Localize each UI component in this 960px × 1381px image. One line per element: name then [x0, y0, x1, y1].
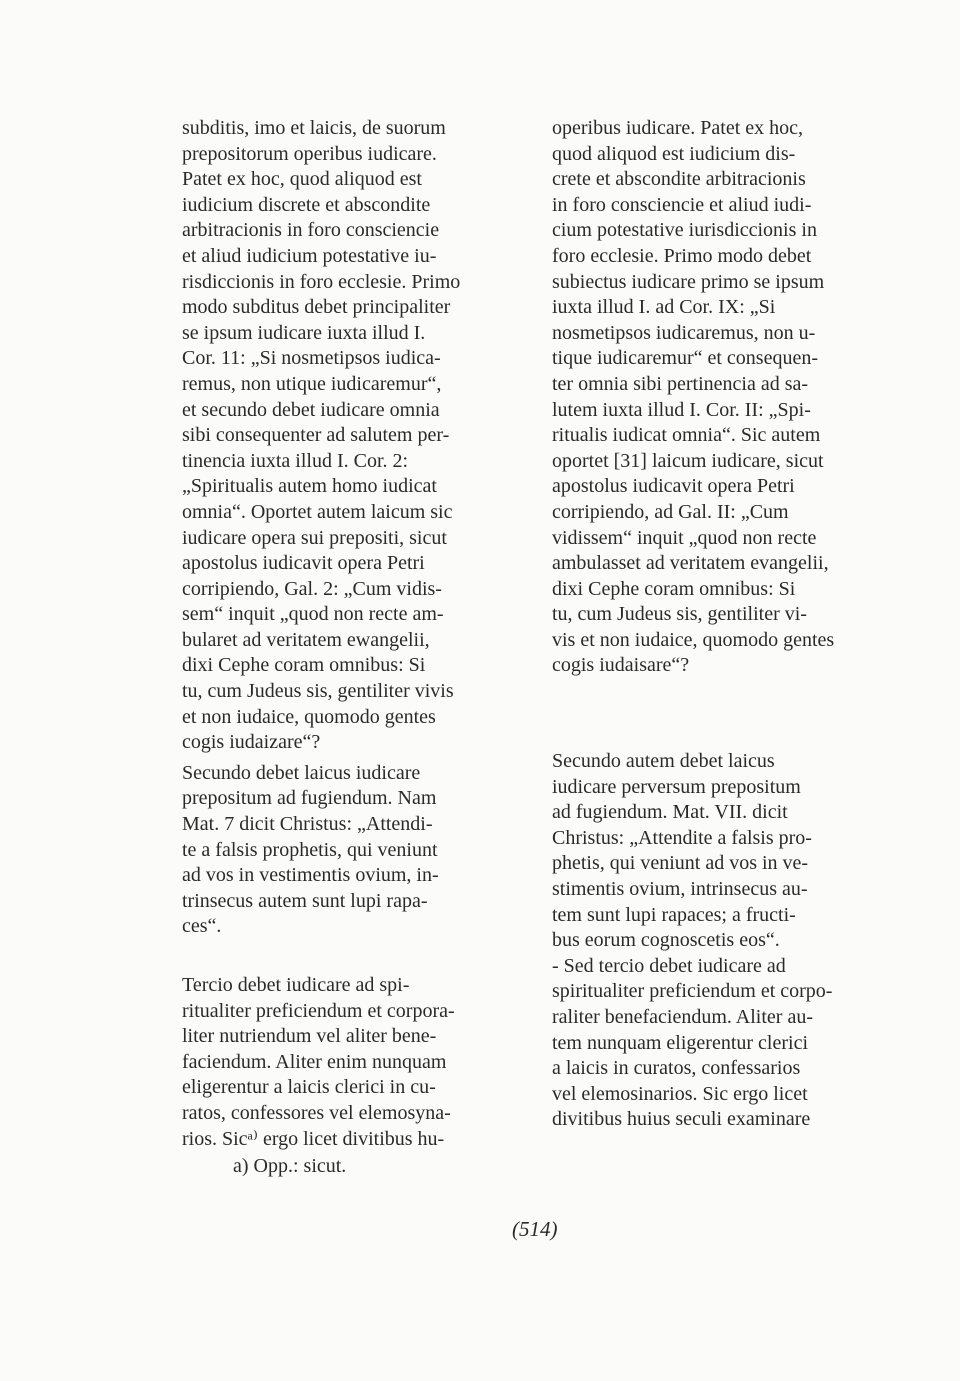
text-line: „Spiritualis autem homo iudicat — [182, 475, 437, 498]
text-line: cogis iudaisare“? — [552, 654, 690, 677]
text-line: lutem iuxta illud I. Cor. II: „Spi- — [552, 398, 811, 421]
text-line: cogis iudaizare“? — [182, 731, 321, 754]
text-line: eligerentur a laicis clerici in cu- — [182, 1076, 436, 1099]
left-paragraph-3 — [182, 973, 537, 1152]
text-line: Mat. 7 dicit Christus: „Attendi- — [182, 813, 433, 836]
text-line: ritualis iudicat omnia“. Sic autem — [552, 424, 821, 447]
text-line: subiectus iudicare primo se ipsum — [552, 270, 825, 293]
text-line: iudicium discrete et abscondite — [182, 193, 431, 216]
text-line: ter omnia sibi pertinencia ad sa- — [552, 372, 809, 395]
text-line: apostolus iudicavit opera Petri — [182, 552, 425, 575]
text-line: Secundo autem debet laicus — [552, 750, 775, 773]
text-line: prepositorum operibus iudicare. — [182, 142, 437, 165]
text-line: Christus: „Attendite a falsis pro- — [552, 826, 812, 849]
left-column — [182, 116, 537, 1152]
text-line: raliter benefaciendum. Aliter au- — [552, 1006, 813, 1028]
text-line: - Sed tercio debet iudicare ad — [552, 954, 786, 977]
right-paragraph-3 — [552, 954, 912, 1133]
text-line: bus eorum cognoscetis eos“. — [552, 929, 780, 952]
right-column — [552, 116, 912, 1133]
text-line: corripiendo, ad Gal. II: „Cum — [552, 500, 789, 523]
text-line: modo subditus debet principaliter — [182, 296, 451, 319]
text-line: stimentis ovium, intrinsecus au- — [552, 878, 808, 901]
text-line: iudicare opera sui prepositi, sicut — [182, 526, 447, 549]
text-line: arbitracionis in foro consciencie — [182, 219, 440, 242]
text-line: tu, cum Judeus sis, gentiliter vivis — [182, 680, 454, 703]
text-line: ritualiter preficiendum et corpora- — [182, 999, 455, 1022]
text-line: rios. Sicᵃ⁾ ergo licet divitibus hu- — [182, 1127, 445, 1150]
left-paragraph-1 — [182, 116, 537, 756]
text-line: apostolus iudicavit opera Petri — [552, 475, 795, 498]
text-line: ad vos in vestimentis ovium, in- — [182, 864, 439, 887]
text-line: se ipsum iudicare iuxta illud I. — [182, 321, 426, 344]
text-line: vel elemosinarios. Sic ergo licet — [552, 1082, 808, 1105]
text-line: quod aliquod est iudicium dis- — [552, 142, 796, 165]
text-line: iudicare perversum prepositum — [552, 775, 801, 798]
text-line: Cor. 11: „Si nosmetipsos iudica- — [182, 347, 441, 370]
text-line: sem“ inquit „quod non recte am- — [182, 603, 444, 626]
text-line: tem sunt lupi rapaces; a fructi- — [552, 903, 796, 926]
text-line: dixi Cephe coram omnibus: Si — [182, 654, 426, 677]
text-line: in foro consciencie et aliud iudi- — [552, 193, 812, 216]
text-line: tinencia iuxta illud I. Cor. 2: — [182, 449, 409, 472]
text-line: phetis, qui veniunt ad vos in ve- — [552, 852, 809, 875]
text-line: ratos, confessores vel elemosyna- — [182, 1101, 451, 1124]
text-line: dixi Cephe coram omnibus: Si — [552, 577, 796, 600]
text-line: faciendum. Aliter enim nunquam — [182, 1050, 447, 1073]
text-line: oportet [31] laicum iudicare, sicut — [552, 449, 824, 472]
text-line: bularet ad veritatem ewangelii, — [182, 628, 430, 651]
text-line: tem nunquam eligerentur clerici — [552, 1031, 809, 1054]
text-line: iuxta illud I. ad Cor. IX: „Si — [552, 296, 776, 319]
text-line: ces“. — [182, 915, 222, 938]
text-line: foro ecclesie. Primo modo debet — [552, 244, 812, 267]
text-line: Tercio debet iudicare ad spi- — [182, 974, 410, 996]
text-line: crete et abscondite arbitracionis — [552, 168, 806, 191]
text-line: tique iudicaremur“ et consequen- — [552, 347, 818, 370]
left-paragraph-2 — [182, 761, 537, 940]
text-line: omnia“. Oportet autem laicum sic — [182, 500, 453, 523]
text-line: vidissem“ inquit „quod non recte — [552, 526, 817, 549]
text-line: cium potestative iurisdiccionis in — [552, 219, 817, 242]
text-line: et secundo debet iudicare omnia — [182, 398, 440, 421]
text-line: nosmetipsos iudicaremus, non u- — [552, 321, 816, 344]
text-line: risdiccionis in foro ecclesie. Primo — [182, 270, 461, 293]
text-line: operibus iudicare. Patet ex hoc, — [552, 117, 804, 139]
text-line: te a falsis prophetis, qui veniunt — [182, 838, 438, 861]
text-line: sibi consequenter ad salutem per- — [182, 424, 450, 447]
text-line: corripiendo, Gal. 2: „Cum vidis- — [182, 577, 442, 600]
text-line: subditis, imo et laicis, de suorum — [182, 117, 446, 139]
text-line: Secundo debet laicus iudicare — [182, 761, 421, 784]
text-line: divitibus huius seculi examinare — [552, 1108, 811, 1131]
text-line: ambulasset ad veritatem evangelii, — [552, 552, 829, 575]
text-line: et non iudaice, quomodo gentes — [182, 705, 436, 728]
text-line: trinsecus autem sunt lupi rapa- — [182, 889, 428, 912]
text-line: prepositum ad fugiendum. Nam — [182, 787, 437, 810]
right-paragraph-2 — [552, 749, 912, 954]
text-line: remus, non utique iudicaremur“, — [182, 372, 442, 395]
right-paragraph-1 — [552, 116, 912, 679]
text-line: Patet ex hoc, quod aliquod est — [182, 168, 422, 191]
text-line: spiritualiter preficiendum et corpo- — [552, 980, 833, 1003]
text-line: vis et non iudaice, quomodo gentes — [552, 628, 835, 651]
text-line: a laicis in curatos, confessarios — [552, 1057, 801, 1080]
text-line: et aliud iudicium potestative iu- — [182, 244, 437, 267]
page-number: (514) — [512, 1217, 558, 1241]
text-line: ad fugiendum. Mat. VII. dicit — [552, 801, 788, 824]
text-line: tu, cum Judeus sis, gentiliter vi- — [552, 603, 807, 626]
text-line: liter nutriendum vel aliter bene- — [182, 1025, 437, 1048]
footnote: a) Opp.: sicut. — [233, 1155, 347, 1177]
